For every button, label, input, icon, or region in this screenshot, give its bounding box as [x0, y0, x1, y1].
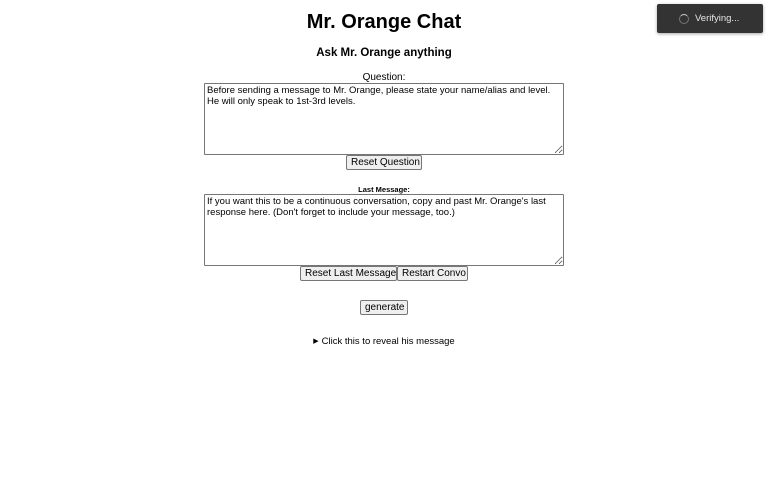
question-label: Question:: [362, 72, 406, 83]
page-subtitle: Ask Mr. Orange anything: [316, 47, 452, 59]
toast-text: Verifying...: [695, 13, 740, 24]
last-message-label: Last Message:: [358, 185, 410, 194]
question-textarea[interactable]: [204, 83, 564, 155]
last-message-textarea[interactable]: [204, 194, 564, 266]
reveal-message-label: Click this to reveal his message: [321, 336, 455, 347]
page-title: Mr. Orange Chat: [306, 11, 462, 33]
generate-button[interactable]: generate: [360, 300, 408, 315]
spinner-icon: [679, 14, 689, 24]
restart-convo-button[interactable]: Restart Convo: [397, 266, 468, 281]
disclosure-triangle-icon: ▶: [313, 338, 319, 345]
reveal-message-disclosure[interactable]: [0, 336, 768, 347]
reset-last-message-button[interactable]: Reset Last Message: [300, 266, 397, 281]
verifying-toast: [657, 4, 763, 33]
reset-question-button[interactable]: Reset Question: [346, 155, 422, 170]
